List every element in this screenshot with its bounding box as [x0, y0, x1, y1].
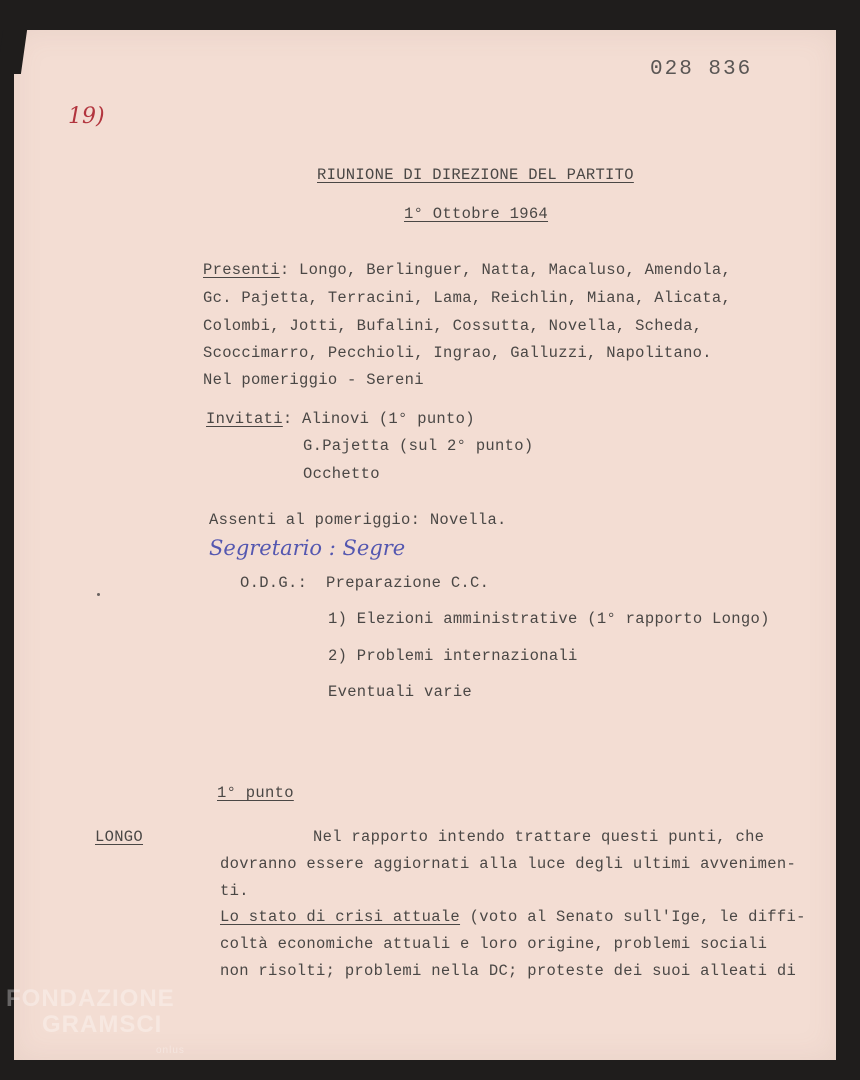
speaker-name: LONGO — [95, 828, 144, 846]
archive-number: 028 836 — [650, 58, 753, 81]
document-date: 1° Ottobre 1964 — [404, 205, 549, 223]
paper-speck — [97, 593, 100, 596]
body-subheading: Lo stato di crisi attuale — [220, 908, 461, 926]
body-line-2: dovranno essere aggiornati alla luce degli ultimi avvenimen- — [220, 855, 797, 873]
section-heading: 1° punto — [217, 784, 294, 802]
segretario-handwritten: Segretario : Segre — [209, 536, 406, 560]
presenti-line-5: Nel pomeriggio - Sereni — [203, 371, 424, 389]
watermark-line-1: FONDAZIONE — [6, 985, 175, 1012]
odg-item-1: 1) Elezioni amministrative (1° rapporto Longo) — [328, 610, 770, 628]
watermark-line-3: onlus — [156, 1045, 185, 1056]
invitati-line-2: G.Pajetta (sul 2° punto) — [303, 437, 534, 455]
document-page — [14, 30, 836, 1060]
presenti-line-4: Scoccimarro, Pecchioli, Ingrao, Galluzzi, Napolitano. — [203, 344, 712, 362]
odg-item-preparazione: Preparazione C.C. — [326, 574, 490, 592]
watermark-line-2: GRAMSCI — [42, 1011, 163, 1038]
body-line-3: ti. — [220, 882, 249, 900]
body-line-5: coltà economiche attuali e loro origine, problemi sociali — [220, 935, 768, 953]
invitati-line-1 — [206, 410, 475, 428]
presenti-line-1 — [203, 261, 731, 279]
body-line-4 — [220, 908, 806, 926]
watermark-logo — [6, 986, 185, 1064]
odg-label: O.D.G.: — [240, 574, 308, 592]
margin-note: 19) — [68, 104, 105, 129]
document-title: RIUNIONE DI DIREZIONE DEL PARTITO — [317, 166, 634, 184]
presenti-line-2: Gc. Pajetta, Terracini, Lama, Reichlin, Miana, Alicata, — [203, 289, 732, 307]
body-line-4-rest: (voto al Senato sull'Ige, le diffi- — [460, 908, 806, 926]
presenti-line-3: Colombi, Jotti, Bufalini, Cossutta, Novella, Scheda, — [203, 317, 703, 335]
body-line-6: non risolti; problemi nella DC; proteste dei suoi alleati di — [220, 962, 797, 980]
body-line-1: Nel rapporto intendo trattare questi punti, che — [313, 828, 765, 846]
assenti-line: Assenti al pomeriggio: Novella. — [209, 511, 507, 529]
invitati-first: : Alinovi (1° punto) — [282, 410, 475, 428]
invitati-line-3: Occhetto — [303, 465, 380, 483]
odg-item-2: 2) Problemi internazionali — [328, 647, 578, 665]
invitati-label: Invitati — [206, 410, 283, 428]
presenti-names: : Longo, Berlinguer, Natta, Macaluso, Amendola, — [279, 261, 732, 279]
odg-item-varie: Eventuali varie — [328, 683, 473, 701]
presenti-label: Presenti — [203, 261, 280, 279]
